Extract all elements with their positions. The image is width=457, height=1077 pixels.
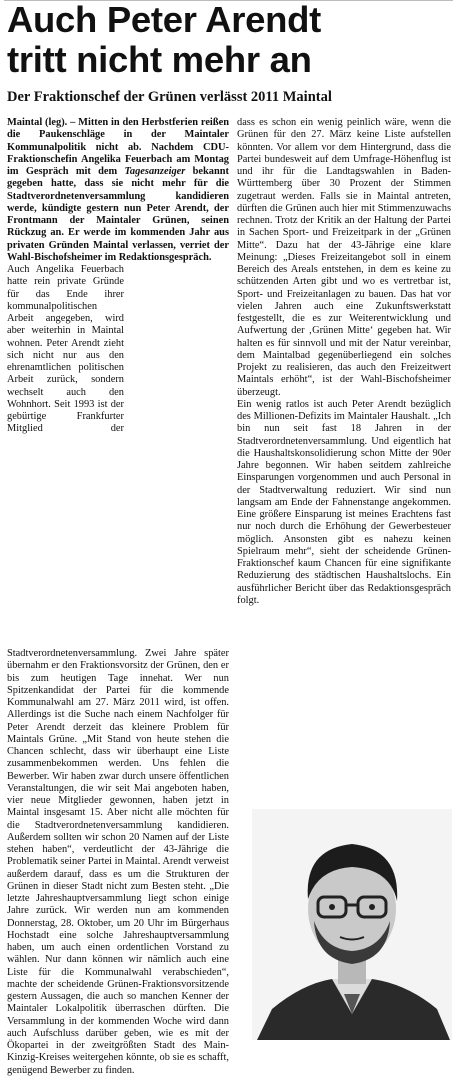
headline bbox=[7, 0, 453, 80]
article-lead: Maintal (leg). – Mitten in den Herbstferien reißen die Paukenschläge in der Maintaler Kommunalpolitik nicht ab. Nachdem CDU-Fraktionschefin Angelika Feuerbach am Montag im Gespräch mit dem Tagesanzeiger bekannt gegeben hatte, dass sie nicht mehr für die Stadtverordnetenversammlung kandidieren werde, kündigte gestern nun Peter Arendt, der Frontmann der Maintaler Grünen, seinen Rückzug an. Er werde im kommenden Jahr aus privaten Gründen Maintal verlassen, verriet der Wahl-Bischofsheimer im Redaktionsgespräch. bbox=[7, 117, 229, 263]
column-notch bbox=[127, 264, 229, 648]
newspaper-name: Tagesanzeiger bbox=[124, 166, 186, 177]
article-column-left bbox=[7, 117, 229, 1076]
headline-line-1: Auch Peter Arendt bbox=[7, 0, 321, 40]
subheadline: Der Fraktionschef der Grünen verlässt 2011 Maintal bbox=[7, 89, 332, 105]
article-body-right-1: dass es schon ein wenig peinlich wäre, wenn die Grünen für den 27. März keine Liste aufstellen könnten. Vor allem vor dem Hintergrund, dass die Partei bundesweit auf dem Umfrage-Höhenflug ist und ihr für die Landtagswahlen in Baden-Württemberg über 30 Prozent der Stimmen zugetraut werden. Falls sie in Maintal antreten, dürften die Grünen auch hier mit Stimmenzuwachs rechnen. Trotz der Kritik an der Haltung der Partei in Sachen Sport- und Freizeitpark in der „Grünen Mitte“. Dazu hat der 43-Jährige eine klare Meinung: „Dieses Freizeitangebot soll in einem Bereich des Areals entstehen, in dem es keine zu schützenden Arten gibt und wo es vertretbar ist, Sport- und Freizeitanlagen zu bauen. Das hat vor vielen Jahren auch eine Zukunftswerkstatt festgestellt, die es zur Weiterentwicklung und Aufwertung der ‚Grünen Mitte‘ gegeben hat. Wir halten es für sinnvoll und mit der Natur vereinbar, dem Maintalbad gegenüberliegend ein solches Projekt zu realisieren, das auch den Freizeitwert Maintals erhöht“, ist der Wahl-Bischofsheimer überzeugt. bbox=[237, 117, 451, 398]
headline-line-2: tritt nicht mehr an bbox=[7, 39, 312, 80]
portrait-illustration bbox=[252, 809, 452, 1040]
portrait-photo bbox=[252, 809, 452, 1040]
article-body-left: Auch Angelika Feuerbach hatte rein private Gründe für das Ende ihrer kommunalpolitischen Arbeit angegeben, wird aber weiterhin in Maintal wohnen. Peter Arendt zieht sich nicht nur aus den ehrenamtlichen politischen Arbeit zurück, sondern wechselt auch den Wohnhort. Seit 1993 ist der gebürtige Frankfurter Mitglied der Stadtverordnetenversammlung. Zwei Jahre später übernahm er den Fraktionsvorsitz der Grünen, den er bis zum heutigen Tage innehat. Wer nun Spitzenkandidat der Partei für die kommende Kommunalwahl am 27. März 2011 wird, ist offen. Allerdings ist die Suche nach einem Nachfolger für Peter Arendt derzeit das kleinere Problem für Maintals Grüne. „Mit Stand von heute stehen die Chancen schlecht, dass wir überhaupt eine Liste zusammenbekommen werden. Uns fehlen die Bewerber. Wir haben zwar durch unsere öffentlichen Veranstaltungen, die wir seit Mai angeboten haben, vier neue Mitglieder gewonnen, haben jetzt in Maintal insgesamt 15. Aber nicht alle möchten für die Stadtverordnetenversammlung kandidieren. Außerdem sollten wir schon 20 Namen auf der Liste stehen haben“, verdeutlicht der 43-Jährige die Problematik seiner Partei in Maintal. Arendt verweist außerdem darauf, dass es um die Strukturen der Grünen in dieser Stadt nicht zum Besten steht. „Die letzte Jahreshauptversammlung liegt schon einige Jahre zurück. Wir werden nun am kommenden Donnerstag, 28. Oktober, um 20 Uhr im Bürgerhaus Hochstadt eine solche Jahreshauptversammlung haben, um auch einen ordentlichen Vorstand zu wählen. Nur dann können wir nämlich auch eine Liste für die Kommunalwahl verabschieden“, machte der scheidende Grünen-Fraktionsvorsitzende gestern Aussagen, die auch so manchen Kenner der Maintaler Lokalpolitik überraschen dürften. Die Versammlung in der kommenden Woche wird dann auch Aufschluss darüber geben, wie es mit der Ökopartei in der zweitgrößten Stadt des Main-Kinzig-Kreises weitergehen könnte, ob sie es schafft, genügend Bewerber zu finden. bbox=[7, 264, 229, 1076]
article-body-right-2: Ein wenig ratlos ist auch Peter Arendt bezüglich des Millionen-Defizits im Maintaler Haushalt. „Ich bin nun seit fast 18 Jahren in der Stadtverordnetenversammlung. Und eigentlich hat die Haushaltskonsolidierung schon Mitte der 90er Jahre begonnen. Wir haben seitdem zahlreiche Einsparungen vorgenommen und auch Personal in der Stadtverwaltung reduziert. Wir sind nun langsam am Ende der Fahnenstange angekommen. Eine größere Einsparung ist meines Erachtens fast nur noch durch die Erhöhung der Gewerbesteuer möglich. Ansonsten gibt es nahezu keinen Spielraum mehr“, sieht der scheidende Grünen-Fraktionschef kaum Chancen für eine signifikante Reduzierung des städtischen Haushaltslochs. Ein ausführlicher Bericht über das Redaktionsgespräch folgt. bbox=[237, 398, 451, 606]
